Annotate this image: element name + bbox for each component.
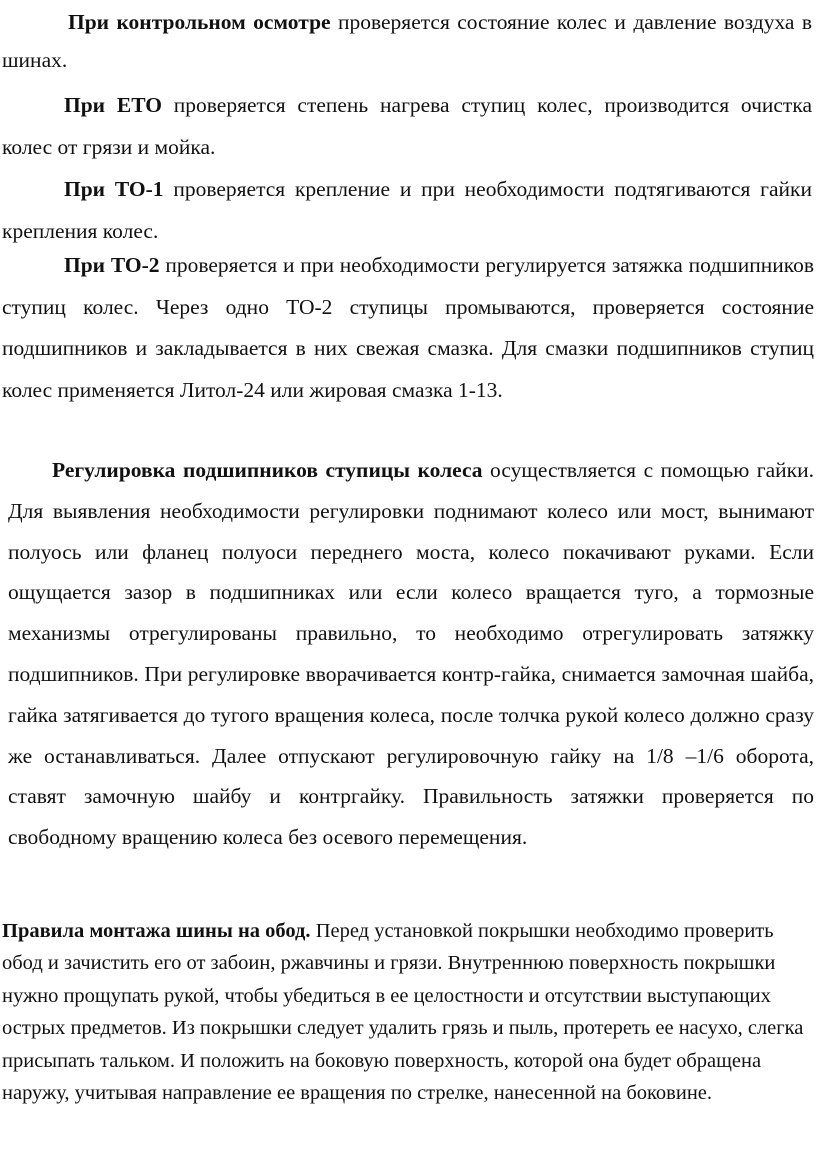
paragraph-text: проверяется и при необходимости регулируется затяжка подшипников ступиц колес. Через одно ТО-2 ступицы промываются, проверяется состояние подшипников и закладывается в них свежая смазка. Для смазки подшипников ступиц колес применяется Литол-24 или жировая смазка 1-13. <box>2 253 815 402</box>
paragraph-text: проверяется состояние колес и давление воздуха в шинах. <box>2 10 812 72</box>
paragraph-heading: При контрольном осмотре <box>68 10 331 34</box>
paragraph-eto <box>2 84 812 168</box>
paragraph-text: проверяется крепление и при необходимости подтягиваются гайки крепления колес. <box>2 177 812 243</box>
paragraph-heading: При ЕТО <box>64 93 162 117</box>
paragraph-text: проверяется степень нагрева ступиц колес, производится очистка колес от грязи и мойка. <box>2 93 812 159</box>
paragraph-text: осуществляется с помощью гайки. Для выявления необходимости регулировки поднимают колесо или мост, вынимают полуось или фланец полуоси переднего моста, колесо покачивают руками. Если ощущается зазор в подшипниках или если колесо вращается туго, а тормозные механизмы отрегулированы правильно, то необходимо отрегулировать затяжку подшипников. При регулировке вворачивается контр-гайка, снимается замочная шайба, гайка затягивается до тугого вращения колеса, после толчка рукой колесо должно сразу же останавливаться. Далее отпускают регулировочную гайку на 1/8 –1/6 оборота, ставят замочную шайбу и контргайку. Правильность затяжки проверяется по свободному вращению колеса без осевого перемещения. <box>8 458 814 850</box>
paragraph-heading: Правила монтажа шины на обод. <box>2 920 311 942</box>
paragraph-to2 <box>2 245 814 411</box>
paragraph-to1 <box>2 168 812 252</box>
paragraph-text: Перед установкой покрышки необходимо проверить обод и зачистить его от забоин, ржавчины и грязи. Внутреннюю поверхность покрышки нужно прощупать рукой, чтобы убедиться в ее целостности и отсутствии выступающих острых предметов. Из покрышки следует удалить грязь и пыль, протереть ее насухо, слегка присыпать тальком. И положить на боковую поверхность, которой она будет обращена наружу, учитывая направление ее вращения по стрелке, нанесенной на боковине. <box>2 920 804 1105</box>
paragraph-heading: Регулировка подшипников ступицы колеса <box>52 458 483 482</box>
paragraph-heading: При ТО-1 <box>64 177 164 201</box>
paragraph-control-inspection <box>2 3 812 79</box>
paragraph-heading: При ТО-2 <box>64 253 160 277</box>
paragraph-hub-bearing-adjustment <box>8 450 814 858</box>
paragraph-tire-mounting-rules <box>2 915 814 1109</box>
